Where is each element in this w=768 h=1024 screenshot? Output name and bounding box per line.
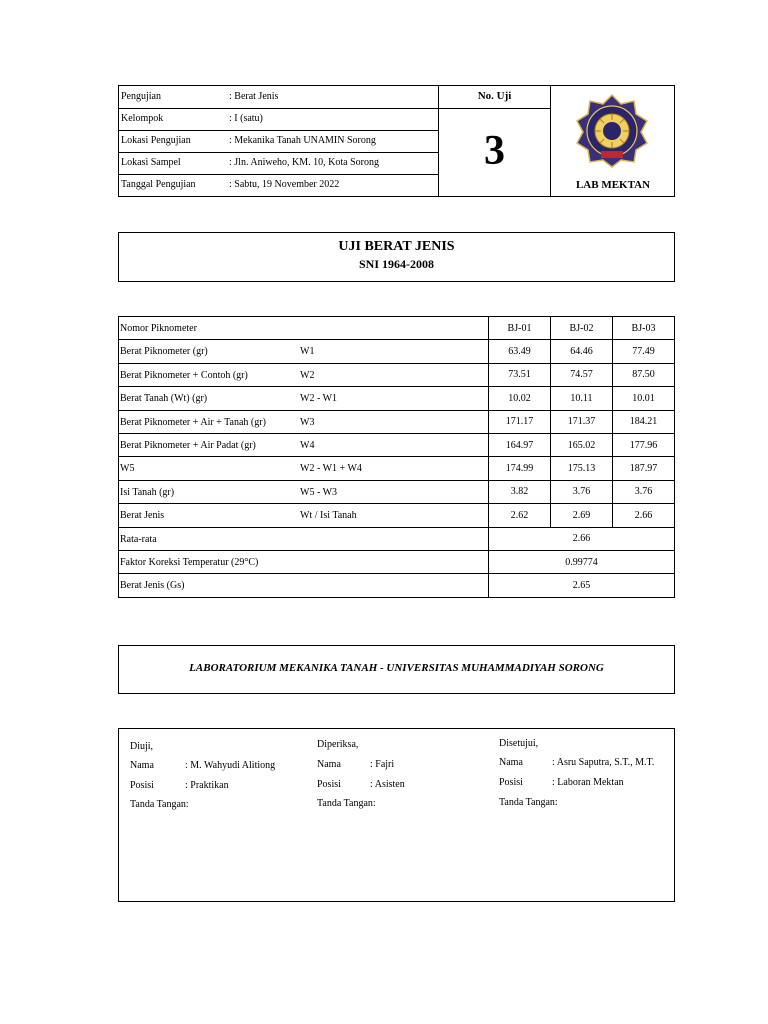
table-cell: 165.02 bbox=[551, 433, 613, 456]
signature-nama-label: Nama bbox=[130, 760, 154, 771]
header-value: : Berat Jenis bbox=[229, 91, 279, 102]
header-row-pengujian bbox=[119, 86, 439, 109]
page-title: UJI BERAT JENIS bbox=[338, 239, 455, 254]
header-divider bbox=[439, 108, 550, 109]
no-uji-value: 3 bbox=[484, 128, 505, 174]
page-subtitle: SNI 1964-2008 bbox=[358, 257, 434, 271]
signature-role: Diperiksa, bbox=[317, 739, 359, 750]
header-row-lokasi-sampel bbox=[119, 152, 439, 175]
table-cell: 3.76 bbox=[613, 480, 675, 503]
row-label: Berat Piknometer + Contoh (gr) bbox=[120, 369, 248, 381]
signature-posisi: : Asisten bbox=[370, 779, 405, 790]
table-cell: 10.02 bbox=[489, 387, 551, 410]
table-row bbox=[119, 387, 675, 410]
table-cell: 171.17 bbox=[489, 410, 551, 433]
table-cell: 63.49 bbox=[489, 340, 551, 363]
signature-posisi: : Praktikan bbox=[185, 780, 229, 791]
row-label: Isi Tanah (gr) bbox=[120, 486, 175, 498]
summary-row-faktor-koreksi bbox=[119, 550, 675, 573]
row-label: Berat Piknometer + Air Padat (gr) bbox=[120, 439, 256, 451]
row-formula: W2 bbox=[300, 369, 315, 381]
lab-mektan-label: LAB MEKTAN bbox=[575, 179, 651, 191]
signature-nama: : Fajri bbox=[370, 759, 395, 770]
header-row-kelompok bbox=[119, 108, 439, 131]
signature-role: Disetujui, bbox=[499, 738, 539, 749]
table-row bbox=[119, 480, 675, 503]
row-formula: W1 bbox=[300, 346, 315, 358]
table-header-label: Nomor Piknometer bbox=[120, 323, 197, 334]
table-row bbox=[119, 457, 675, 480]
table-cell: 164.97 bbox=[489, 433, 551, 456]
signature-nama: : Asru Saputra, S.T., M.T. bbox=[552, 757, 655, 768]
table-row bbox=[119, 433, 675, 456]
column-header: BJ-03 bbox=[613, 317, 675, 340]
header-value: : Mekanika Tanah UNAMIN Sorong bbox=[229, 135, 376, 146]
signature-posisi-label: Posisi bbox=[499, 777, 523, 788]
table-cell: 10.01 bbox=[613, 387, 675, 410]
table-cell: 2.66 bbox=[613, 504, 675, 527]
table-cell: 87.50 bbox=[613, 363, 675, 386]
summary-value: 2.65 bbox=[489, 574, 675, 597]
summary-value: 0.99774 bbox=[489, 550, 675, 573]
table-row bbox=[119, 410, 675, 433]
summary-value: 2.66 bbox=[489, 527, 675, 550]
signature-tanda-tangan: Tanda Tangan: bbox=[499, 797, 558, 808]
header-row-tanggal bbox=[119, 174, 439, 196]
header-label: Pengujian bbox=[121, 91, 161, 102]
table-cell: 73.51 bbox=[489, 363, 551, 386]
signature-nama: : M. Wahyudi Alitiong bbox=[185, 760, 276, 771]
table-cell: 174.99 bbox=[489, 457, 551, 480]
table-row bbox=[119, 340, 675, 363]
table-cell: 10.11 bbox=[551, 387, 613, 410]
row-formula: W5 - W3 bbox=[300, 486, 338, 498]
signature-posisi-label: Posisi bbox=[317, 779, 341, 790]
row-formula: W3 bbox=[300, 416, 315, 428]
signature-box bbox=[118, 728, 675, 902]
header-label: Tanggal Pengujian bbox=[121, 179, 196, 190]
column-header: BJ-02 bbox=[551, 317, 613, 340]
university-seal-icon bbox=[570, 94, 654, 168]
signature-tanda-tangan: Tanda Tangan: bbox=[317, 798, 376, 809]
header-label: Kelompok bbox=[121, 113, 164, 124]
row-formula: Wt / Isi Tanah bbox=[300, 510, 357, 522]
table-cell: 3.82 bbox=[489, 480, 551, 503]
signature-posisi-label: Posisi bbox=[130, 780, 154, 791]
summary-row-berat-jenis-gs bbox=[119, 574, 675, 597]
header-info-box bbox=[118, 85, 675, 197]
row-label: Berat Tanah (Wt) (gr) bbox=[120, 393, 208, 405]
table-row bbox=[119, 363, 675, 386]
row-formula: W2 - W1 bbox=[300, 393, 338, 405]
signature-nama-label: Nama bbox=[499, 757, 523, 768]
row-label: Berat Jenis bbox=[120, 510, 165, 522]
signature-posisi: : Laboran Mektan bbox=[552, 777, 624, 788]
berat-jenis-table bbox=[118, 316, 675, 598]
header-label: Lokasi Pengujian bbox=[121, 135, 191, 146]
row-formula: W2 - W1 + W4 bbox=[300, 463, 362, 475]
signature-role: Diuji, bbox=[130, 741, 154, 752]
table-cell: 187.97 bbox=[613, 457, 675, 480]
row-label: Berat Jenis (Gs) bbox=[120, 580, 185, 592]
header-label: Lokasi Sampel bbox=[121, 157, 181, 168]
table-cell: 74.57 bbox=[551, 363, 613, 386]
lab-banner-text: LABORATORIUM MEKANIKA TANAH - UNIVERSITAS MUHAMMADIYAH SORONG bbox=[189, 662, 604, 674]
row-label: Rata-rata bbox=[120, 533, 157, 545]
table-cell: 184.21 bbox=[613, 410, 675, 433]
header-value: : Sabtu, 19 November 2022 bbox=[229, 179, 340, 190]
summary-row-rata-rata bbox=[119, 527, 675, 550]
table-cell: 2.62 bbox=[489, 504, 551, 527]
row-label: Berat Piknometer (gr) bbox=[120, 346, 208, 358]
row-formula: W4 bbox=[300, 439, 315, 451]
title-box bbox=[118, 232, 675, 282]
table-cell: 175.13 bbox=[551, 457, 613, 480]
row-label: Faktor Koreksi Temperatur (29°C) bbox=[120, 556, 259, 568]
table-cell: 177.96 bbox=[613, 433, 675, 456]
table-header-row bbox=[119, 317, 675, 340]
header-value: : Jln. Aniweho, KM. 10, Kota Sorong bbox=[229, 157, 379, 168]
table-cell: 3.76 bbox=[551, 480, 613, 503]
signature-tanda-tangan: Tanda Tangan: bbox=[130, 799, 189, 810]
header-value: : I (satu) bbox=[229, 113, 263, 124]
row-label: W5 bbox=[120, 463, 135, 475]
lab-banner-box bbox=[118, 645, 675, 694]
no-uji-label: No. Uji bbox=[477, 90, 512, 102]
table-row bbox=[119, 504, 675, 527]
column-header: BJ-01 bbox=[489, 317, 551, 340]
table-cell: 171.37 bbox=[551, 410, 613, 433]
header-row-lokasi-pengujian bbox=[119, 130, 439, 153]
table-cell: 64.46 bbox=[551, 340, 613, 363]
signature-nama-label: Nama bbox=[317, 759, 341, 770]
row-label: Berat Piknometer + Air + Tanah (gr) bbox=[120, 416, 266, 428]
table-cell: 77.49 bbox=[613, 340, 675, 363]
table-cell: 2.69 bbox=[551, 504, 613, 527]
